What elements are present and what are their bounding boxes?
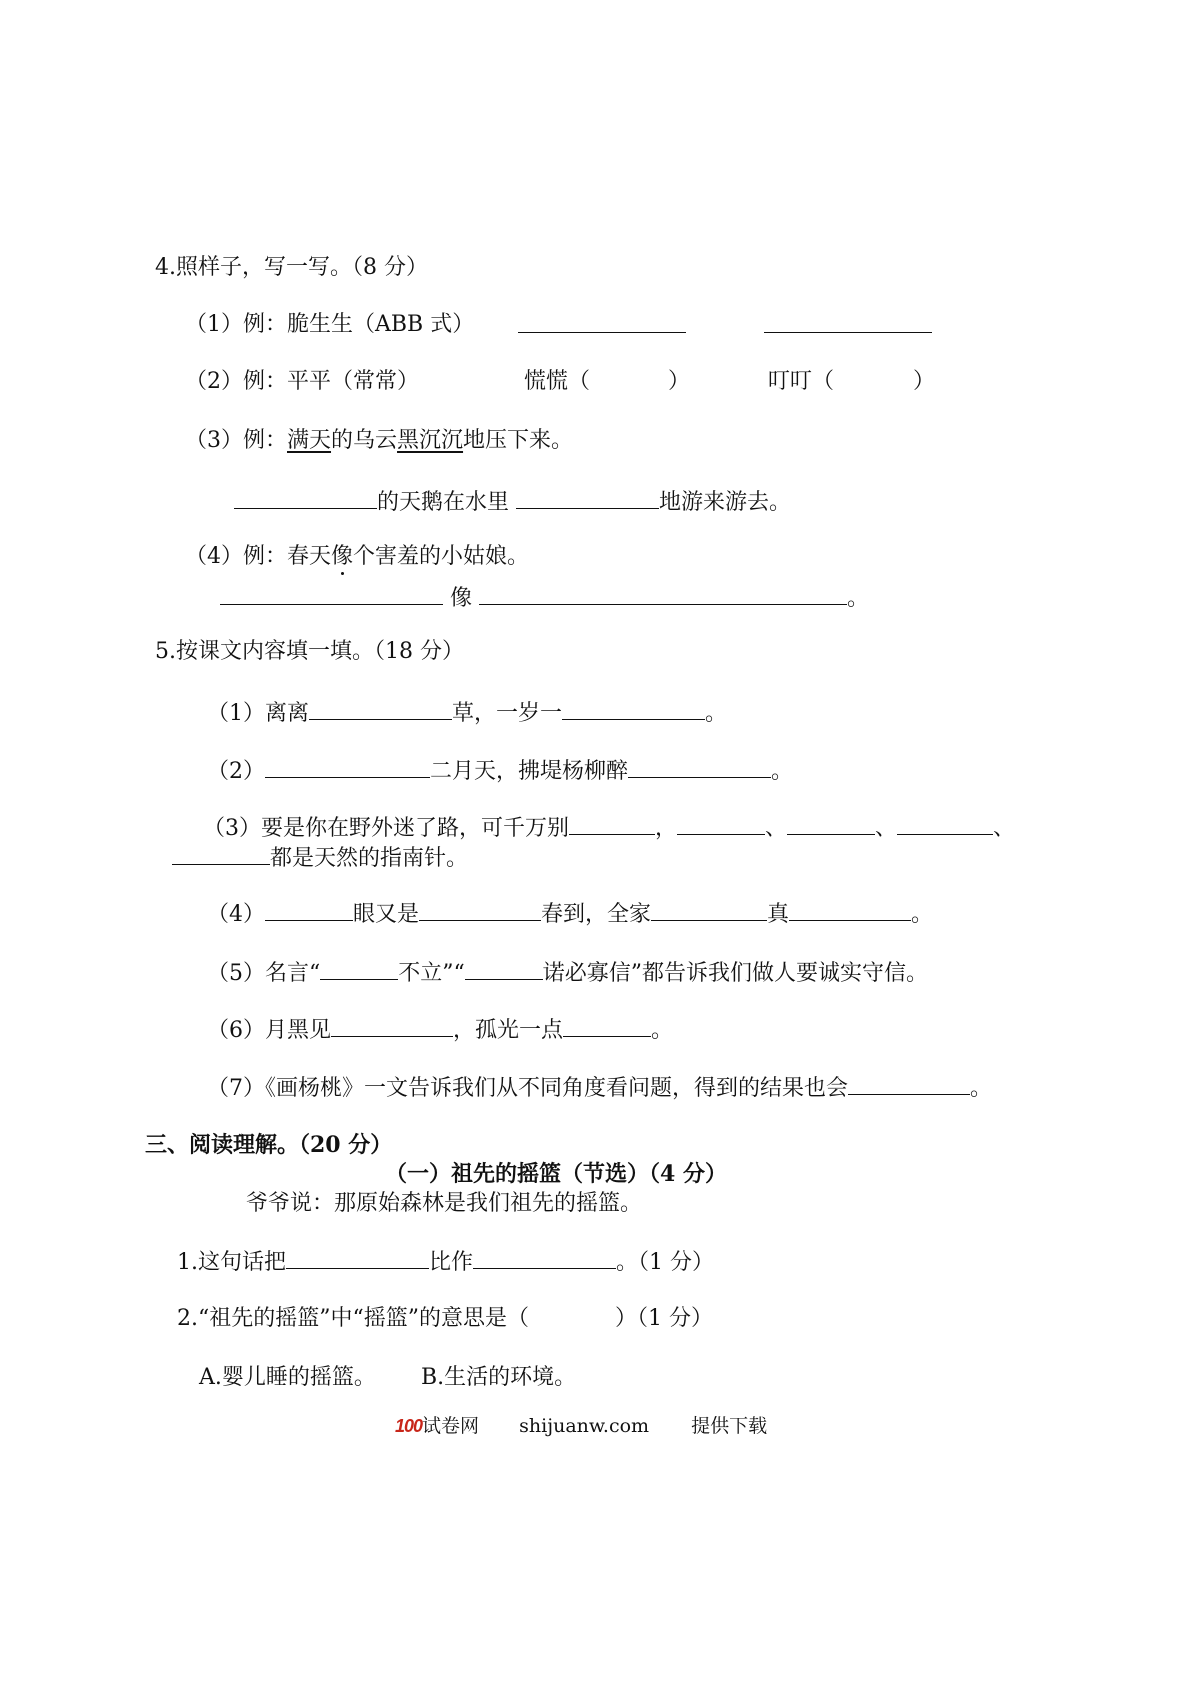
q4-title: 4.照样子，写一写。（8 分） <box>155 255 428 280</box>
q4-item-3 <box>185 427 573 455</box>
q5-item-3-dun: 、 <box>875 816 898 841</box>
answer-blank[interactable] <box>563 1014 651 1037</box>
q4-item-3-line-b: 地游来游去。 <box>659 490 792 515</box>
q5-item-1 <box>207 697 727 728</box>
q5-item-4-d: 真 <box>767 902 790 927</box>
q4-item-4-exercise <box>220 582 869 613</box>
q5-item-3-cont <box>172 842 468 873</box>
footer-note: 提供下载 <box>691 1415 768 1437</box>
q4-item-4-prefix: （4）例：春天 <box>185 544 331 569</box>
q4-item-1 <box>185 311 474 339</box>
q5-item-6-a: （6）月黑见 <box>207 1018 331 1043</box>
q5-item-3-a: （3）要是你在野外迷了路，可千万别 <box>203 816 569 841</box>
answer-blank[interactable] <box>569 812 655 835</box>
answer-blank[interactable] <box>651 898 767 921</box>
s3-q1-a: 1.这句话把 <box>177 1250 286 1275</box>
q5-item-2-c: 。 <box>771 759 794 784</box>
q5-item-4-b: 眼又是 <box>353 902 420 927</box>
underlined-word: 满天 <box>287 428 332 453</box>
answer-blank[interactable] <box>309 697 452 720</box>
q4-item-3-mid: 的乌云 <box>331 428 398 453</box>
q5-item-7 <box>207 1072 992 1103</box>
answer-blank[interactable] <box>787 812 875 835</box>
q4-item-4-end: 个害羞的小姑娘。 <box>353 544 530 569</box>
q5-item-5-a: （5）名言“ <box>207 961 321 986</box>
footer <box>395 1412 767 1440</box>
option-a: A.婴儿睡的摇篮。 <box>199 1365 376 1390</box>
q4-item-2-a-close: ） <box>668 369 691 394</box>
q5-item-7-a: （7）《画杨桃》一文告诉我们从不同角度看问题，得到的结果也会 <box>207 1076 848 1101</box>
q5-item-5-c: 诺必寡信”都告诉我们做人要诚实守信。 <box>542 961 928 986</box>
q4-item-2-a: 慌慌（ <box>524 369 591 394</box>
q5-item-7-b: 。 <box>970 1076 993 1101</box>
q5-item-1-a: （1）离离 <box>207 701 309 726</box>
q4-item-1-text: （1）例：脆生生（ABB 式） <box>185 312 475 337</box>
section-3-subtitle: （一）祖先的摇篮（节选）（4 分） <box>385 1161 727 1187</box>
answer-blank[interactable] <box>764 310 932 333</box>
q5-item-5 <box>207 957 928 988</box>
q4-item-4 <box>185 543 529 571</box>
q5-item-1-b: 草，一岁一 <box>452 701 563 726</box>
q4-item-4-line-mid: 像 <box>450 586 473 611</box>
answer-blank[interactable] <box>897 812 993 835</box>
q4-item-2: （2）例：平平（常常） <box>185 369 419 394</box>
q5-item-4-e: 。 <box>911 902 934 927</box>
s3-question-1 <box>177 1246 714 1277</box>
s3-q1-b: 比作 <box>429 1250 474 1275</box>
q5-item-6 <box>207 1014 673 1045</box>
answer-blank[interactable] <box>220 582 443 605</box>
q4-item-4-line-end: 。 <box>847 586 870 611</box>
answer-blank[interactable] <box>465 957 543 980</box>
answer-blank[interactable] <box>331 1014 453 1037</box>
q5-item-2-b: 二月天，拂堤杨柳醉 <box>430 759 629 784</box>
reading-quote: 爷爷说：那原始森林是我们祖先的摇篮。 <box>246 1191 643 1216</box>
answer-blank[interactable] <box>265 755 430 778</box>
answer-blank[interactable] <box>286 1246 429 1269</box>
answer-blank[interactable] <box>265 898 353 921</box>
q5-title: 5.按课文内容填一填。（18 分） <box>155 639 464 664</box>
q5-item-2 <box>207 755 793 786</box>
answer-blank[interactable] <box>562 697 705 720</box>
option-b: B.生活的环境。 <box>421 1365 577 1390</box>
answer-blank[interactable] <box>234 486 377 509</box>
q5-item-3-dun: 、 <box>765 816 788 841</box>
q4-item-3-line-a: 的天鹅在水里 <box>377 490 510 515</box>
answer-blank[interactable] <box>848 1072 970 1095</box>
q5-item-3-b: 都是天然的指南针。 <box>270 846 469 871</box>
s3-question-2 <box>177 1305 713 1333</box>
answer-blank[interactable] <box>628 755 771 778</box>
s3-q2-a: 2.“祖先的摇篮”中“摇篮”的意思是（ <box>177 1306 529 1331</box>
answer-blank[interactable] <box>419 898 541 921</box>
q4-item-3-exercise <box>234 486 791 517</box>
q5-item-6-c: 。 <box>651 1018 674 1043</box>
site-logo: 100 <box>395 1416 423 1436</box>
q5-item-4-c: 春到，全家 <box>541 902 652 927</box>
answer-blank[interactable] <box>172 842 270 865</box>
q5-item-3 <box>203 812 1015 843</box>
answer-blank[interactable] <box>518 310 686 333</box>
q4-item-3-end: 地压下来。 <box>463 428 574 453</box>
q5-item-4 <box>207 898 933 929</box>
answer-blank[interactable] <box>789 898 911 921</box>
s3-q2-b: ）（1 分） <box>614 1306 713 1331</box>
answer-blank[interactable] <box>479 582 847 605</box>
q5-item-4-a: （4） <box>207 902 265 927</box>
footer-site-name: 试卷网 <box>422 1415 480 1437</box>
q4-item-2-b-close: ） <box>913 369 936 394</box>
emphasis-dot-char: 像 <box>331 544 354 569</box>
footer-domain[interactable]: shijuanw.com <box>519 1415 650 1437</box>
underlined-word: 黑沉沉 <box>397 428 464 453</box>
answer-blank[interactable] <box>677 812 765 835</box>
s3-q1-c: 。（1 分） <box>616 1250 715 1275</box>
answer-blank[interactable] <box>320 957 398 980</box>
q5-item-3-comma: ， <box>655 816 678 841</box>
answer-blank[interactable] <box>473 1246 616 1269</box>
section-3-title: 三、阅读理解。（20 分） <box>145 1132 393 1158</box>
q5-item-2-a: （2） <box>207 759 265 784</box>
q5-item-5-b: 不立”“ <box>398 961 465 986</box>
q4-item-3-prefix: （3）例： <box>185 428 287 453</box>
q5-item-6-b: ，孤光一点 <box>453 1018 564 1043</box>
q4-item-2-b: 叮叮（ <box>768 369 835 394</box>
answer-blank[interactable] <box>516 486 659 509</box>
q5-item-3-dun: 、 <box>993 816 1016 841</box>
q5-item-1-c: 。 <box>705 701 728 726</box>
